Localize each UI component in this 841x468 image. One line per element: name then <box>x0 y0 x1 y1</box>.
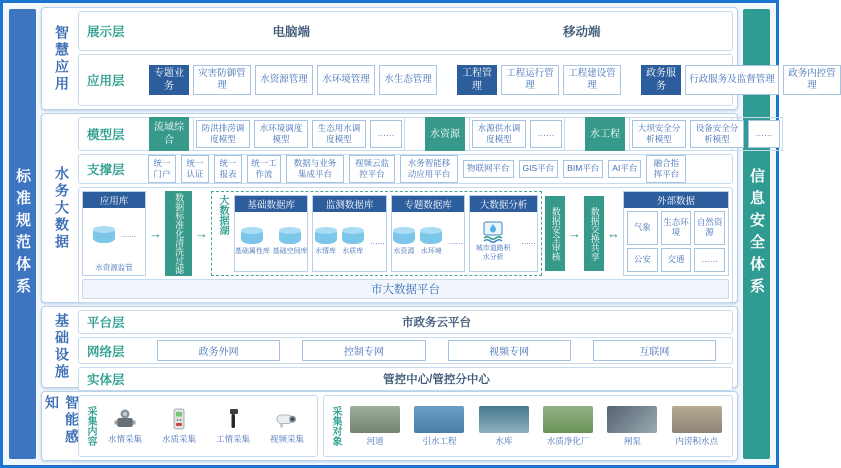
support-item: 数据与业务集成平台 <box>286 155 344 183</box>
arrow-right-icon: → <box>149 226 162 241</box>
collection-targets-box <box>323 395 733 457</box>
water-quality-meter-image <box>167 407 191 431</box>
target-item-label: 引水工程 <box>422 435 457 446</box>
data-security-audit-box: 数据安全审核 <box>545 196 565 271</box>
theme-database-box <box>391 195 465 272</box>
cylinder-label: 水环境 <box>420 248 442 255</box>
band-label-smart-application: 智慧应用 <box>54 24 70 93</box>
model-item-ellipsis: …… <box>530 120 562 148</box>
group-project-management <box>457 65 621 96</box>
collection-content-label: 采集内容 <box>85 406 96 446</box>
cylinder-label: 基础空间库 <box>272 248 308 255</box>
target-item-label: 闸泵 <box>623 435 641 446</box>
control-center-label: 管控中心/管控分中心 <box>383 374 490 386</box>
external-data-box <box>623 191 729 276</box>
big-data-analysis-title: 大数据分析 <box>470 196 537 212</box>
band-label-infrastructure: 基础设施 <box>54 313 70 381</box>
group-head-basin: 流域综合 <box>149 117 189 151</box>
app-item: 水环境管理 <box>317 65 375 96</box>
app-item: 行政服务及监督管理 <box>685 65 779 96</box>
ellipsis: …… <box>448 237 463 246</box>
support-item: BIM平台 <box>563 160 603 177</box>
support-item: 统一门户 <box>148 155 176 183</box>
sensor-probe-image <box>221 407 245 431</box>
group-head-project-management: 工程管理 <box>457 65 497 96</box>
arrow-right-icon: → <box>195 226 208 241</box>
band-infrastructure <box>41 306 738 388</box>
support-item: 统一报表 <box>214 155 242 183</box>
network-layer-label: 网络层 <box>87 344 125 359</box>
data-platform-section <box>78 187 733 303</box>
photo-water-purification-plant <box>543 406 593 433</box>
entity-layer-label: 实体层 <box>87 373 125 387</box>
city-big-data-platform-bar: 市大数据平台 <box>82 279 729 299</box>
monitor-database-box <box>312 195 386 272</box>
data-cleaning-box: 数据标准化清洗过滤 <box>165 191 192 276</box>
model-item-ellipsis: …… <box>748 120 780 148</box>
support-layer-label: 支撑层 <box>87 163 125 177</box>
app-item: 工程运行管理 <box>501 65 559 96</box>
collection-item-label: 水情采集 <box>107 434 142 444</box>
support-item: 融合指挥平台 <box>646 155 686 183</box>
photo-gate-pump <box>607 406 657 433</box>
group-head-water-resources: 水资源 <box>425 117 465 151</box>
model-item: 生态用水调度模型 <box>312 120 366 148</box>
model-item: 防洪排涝调度模型 <box>196 120 250 148</box>
support-item: 统一认证 <box>181 155 209 183</box>
band-smart-perception <box>41 391 738 461</box>
data-exchange-share-box: 数据交换共享 <box>584 196 604 271</box>
database-cylinder <box>342 231 364 244</box>
model-item: 设备安全分析模型 <box>690 120 744 148</box>
gov-cloud-platform-label: 市政务云平台 <box>402 317 471 329</box>
model-layer-row <box>78 117 773 151</box>
big-data-analysis-box <box>469 195 538 272</box>
ellipsis: …… <box>521 237 536 246</box>
standards-system-bar: 标准规范体系 <box>9 9 36 459</box>
display-layer-row <box>78 11 733 51</box>
arrow-right-icon: → <box>568 226 581 241</box>
arrow-both-icon: ↔ <box>607 226 620 241</box>
group-head-government-service: 政务服务 <box>641 65 681 96</box>
app-item: 政务内控管理 <box>783 65 841 96</box>
external-data-item: 公安 <box>627 248 658 272</box>
target-item-label: 内涝积水点 <box>675 435 719 446</box>
group-government-service <box>641 65 841 96</box>
database-cylinder <box>393 231 415 244</box>
collection-item-label: 水质采集 <box>161 434 196 444</box>
platform-layer-label: 平台层 <box>87 316 125 330</box>
big-data-lake-label: 大数据湖 <box>217 195 228 235</box>
pc-terminal-label: 电脑端 <box>272 25 310 39</box>
external-data-item: 生态环境 <box>661 211 692 245</box>
model-item: 大坝安全分析模型 <box>632 120 686 148</box>
app-item: 工程建设管理 <box>563 65 621 96</box>
monitor-database-title: 监测数据库 <box>313 196 385 212</box>
analysis-item-label: 城市道路积水分析 <box>475 245 511 261</box>
mobile-terminal-label: 移动端 <box>562 25 601 39</box>
theme-database-title: 专题数据库 <box>392 196 464 212</box>
photo-reservoir <box>479 406 529 433</box>
database-cylinder <box>420 231 442 244</box>
app-item: 灾害防御管理 <box>193 65 251 96</box>
network-item: 政务外网 <box>157 340 280 361</box>
target-item-label: 河道 <box>366 435 384 446</box>
external-data-item: 气象 <box>627 211 658 245</box>
network-item: 互联网 <box>593 340 716 361</box>
app-item: 水生态管理 <box>379 65 437 96</box>
cylinder-label: 水情库 <box>315 248 337 255</box>
entity-layer-row <box>78 367 733 391</box>
ellipsis: …… <box>369 237 384 246</box>
external-data-item: 自然资源 <box>694 211 725 245</box>
network-layer-row <box>78 337 733 364</box>
database-cylinder <box>315 231 337 244</box>
database-cylinder <box>241 231 263 244</box>
application-database-title: 应用库 <box>83 192 145 208</box>
application-database-item: 水资源监管 <box>95 263 133 272</box>
platform-layer-row <box>78 310 733 334</box>
application-layer-row <box>78 54 836 106</box>
group-water-resources <box>425 117 565 151</box>
support-item: 物联网平台 <box>463 160 514 177</box>
flowmeter-image <box>113 407 137 431</box>
video-camera-image <box>275 407 299 431</box>
support-item: 统一工作流 <box>247 155 281 183</box>
cylinder-label: 水质库 <box>342 248 364 255</box>
base-database-title: 基础数据库 <box>235 196 307 212</box>
collection-content-box <box>78 395 318 457</box>
external-data-title: 外部数据 <box>624 192 728 208</box>
group-basin-comprehensive <box>149 117 405 151</box>
collection-item-label: 工情采集 <box>215 434 250 444</box>
network-item: 视频专网 <box>448 340 571 361</box>
band-label-water-big-data: 水务大数据 <box>54 165 70 251</box>
support-layer-row <box>78 154 733 184</box>
collection-item-label: 视频采集 <box>269 434 304 444</box>
band-smart-application <box>41 7 836 110</box>
app-item: 水资源管理 <box>255 65 313 96</box>
group-special-business <box>149 65 437 96</box>
external-data-item: …… <box>694 248 725 272</box>
external-data-item: 交通 <box>661 248 692 272</box>
collection-targets-label: 采集对象 <box>330 406 341 446</box>
application-layer-label: 应用层 <box>87 74 125 88</box>
application-database-box <box>82 191 146 276</box>
network-item: 控制专网 <box>302 340 425 361</box>
security-system-bar: 信息安全体系 <box>743 9 770 459</box>
model-item: 水源供水调度模型 <box>472 120 526 148</box>
water-analysis-icon <box>481 220 505 244</box>
cylinder-label: 基础属性库 <box>234 248 270 255</box>
database-cylinder <box>279 231 301 244</box>
band-label-smart-perception: 智能感知 <box>44 395 80 446</box>
target-item-label: 水库 <box>495 435 513 446</box>
database-cylinder <box>93 230 115 243</box>
big-data-lake <box>211 191 542 276</box>
support-item: 视频云监控平台 <box>349 155 395 183</box>
support-item: AI平台 <box>608 160 641 177</box>
photo-river-channel <box>350 406 400 433</box>
model-item: 水环境调度模型 <box>254 120 308 148</box>
model-layer-label: 模型层 <box>87 128 125 142</box>
model-item-ellipsis: …… <box>370 120 402 148</box>
group-head-water-engineering: 水工程 <box>585 117 625 151</box>
cylinder-label: 水资源 <box>393 248 415 255</box>
group-water-engineering <box>585 117 783 151</box>
photo-waterlogging-point <box>672 406 722 433</box>
display-layer-label: 展示层 <box>87 25 125 39</box>
ellipsis: …… <box>121 230 136 239</box>
base-database-box <box>234 195 308 272</box>
support-item: GIS平台 <box>519 160 559 177</box>
support-item: 水务智能移动应用平台 <box>400 155 458 183</box>
target-item-label: 水质净化厂 <box>546 435 590 446</box>
photo-water-diversion-project <box>414 406 464 433</box>
group-head-special-business: 专题业务 <box>149 65 189 96</box>
